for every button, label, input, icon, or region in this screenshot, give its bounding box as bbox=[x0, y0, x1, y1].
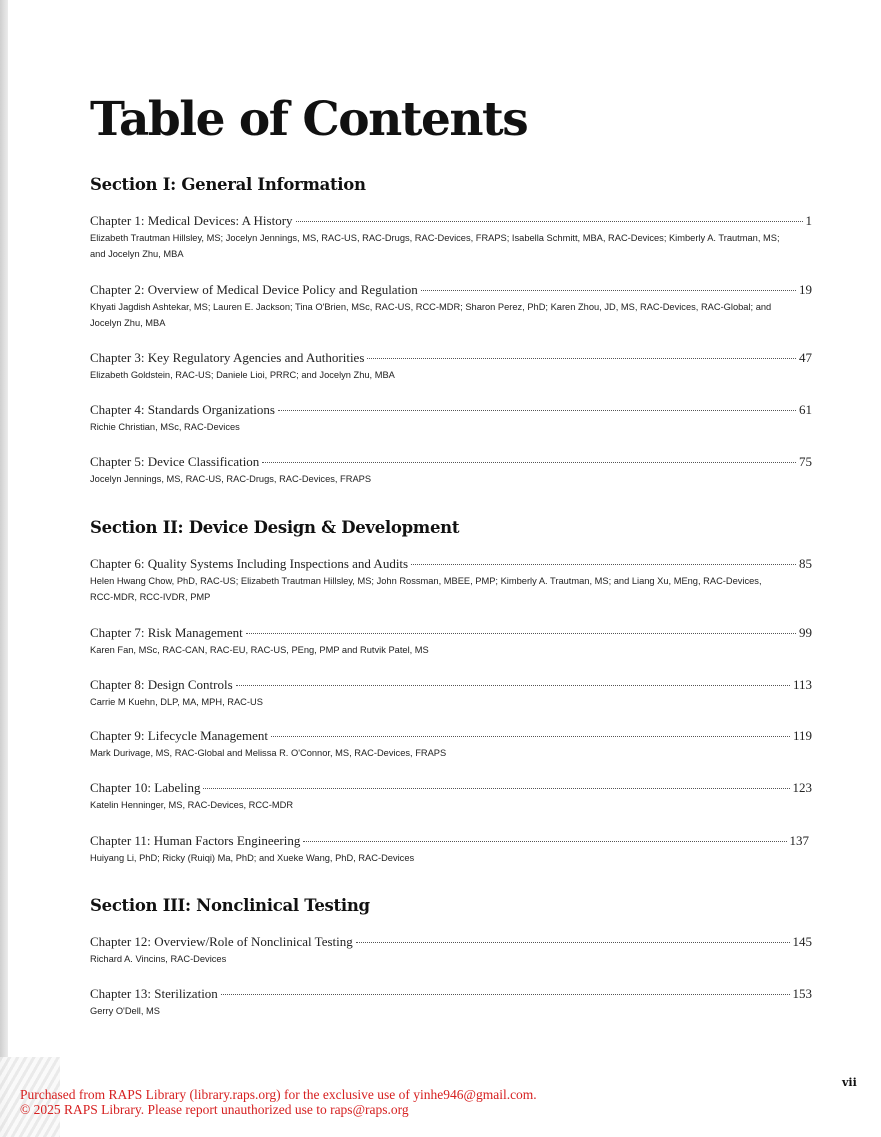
chapter-authors: Richard A. Vincins, RAC-Devices bbox=[90, 954, 227, 964]
section-heading: Section II: Device Design & Development bbox=[90, 518, 460, 537]
toc-entry[interactable] bbox=[90, 934, 812, 967]
page-number: 85 bbox=[799, 556, 812, 571]
dot-leader bbox=[367, 358, 796, 359]
page-number: 61 bbox=[799, 402, 812, 417]
chapter-title[interactable]: Chapter 10: Labeling bbox=[90, 780, 201, 795]
chapter-title[interactable]: Chapter 7: Risk Management bbox=[90, 625, 243, 640]
dot-leader bbox=[236, 685, 790, 686]
toc-entry[interactable] bbox=[90, 780, 812, 813]
chapter-authors: Khyati Jagdish Ashtekar, MS; Lauren E. Jackson; Tina O'Brien, MSc, RAC-US, RCC-MDR; Sharon Perez, PhD; Karen Zhou, JD, MS, RAC-Devices, RAC-Global; and Jocelyn Zhu, MBA bbox=[90, 302, 772, 328]
chapter-authors: Katelin Henninger, MS, RAC-Devices, RCC-MDR bbox=[90, 800, 294, 810]
dot-leader bbox=[296, 221, 803, 222]
page-number: 153 bbox=[792, 986, 812, 1001]
dot-leader bbox=[203, 788, 789, 789]
chapter-authors: Helen Hwang Chow, PhD, RAC-US; Elizabeth Trautman Hillsley, MS; John Rossman, MBEE, PMP; Kimberly A. Trautman, MS; and Liang Xu, MEng, RAC-Devices, RCC-MDR, RCC-IVDR, PMP bbox=[90, 576, 762, 602]
page-number: 19 bbox=[799, 282, 812, 297]
watermark-line: Purchased from RAPS Library (library.raps.org) for the exclusive use of yinhe946@gmail.com. bbox=[20, 1087, 537, 1102]
section-heading: Section III: Nonclinical Testing bbox=[90, 896, 370, 915]
chapter-authors: Elizabeth Trautman Hillsley, MS; Jocelyn Jennings, MS, RAC-US, RAC-Drugs, RAC-Devices, FRAPS; Isabella Schmitt, MBA, RAC-Devices; Kimberly A. Trautman, MS; and Jocelyn Zhu, MBA bbox=[90, 233, 780, 259]
toc-entry[interactable] bbox=[90, 282, 812, 331]
page-number: 75 bbox=[799, 454, 812, 469]
chapter-authors: Gerry O'Dell, MS bbox=[90, 1006, 160, 1016]
toc-entry[interactable] bbox=[90, 986, 812, 1019]
dot-leader bbox=[271, 736, 790, 737]
page-number: 47 bbox=[799, 350, 812, 365]
page-number: 119 bbox=[792, 728, 812, 743]
dot-leader bbox=[262, 462, 796, 463]
dot-leader bbox=[303, 841, 786, 842]
chapter-authors: Carrie M Kuehn, DLP, MA, MPH, RAC-US bbox=[90, 697, 263, 707]
page-number: 145 bbox=[792, 934, 812, 949]
chapter-authors: Karen Fan, MSc, RAC-CAN, RAC-EU, RAC-US, PEng, PMP and Rutvik Patel, MS bbox=[90, 645, 429, 655]
chapter-authors: Mark Durivage, MS, RAC-Global and Melissa R. O'Connor, MS, RAC-Devices, FRAPS bbox=[90, 748, 447, 758]
chapter-title[interactable]: Chapter 13: Sterilization bbox=[90, 986, 218, 1001]
toc-entry[interactable] bbox=[90, 402, 812, 435]
toc-entry[interactable] bbox=[90, 625, 812, 658]
toc-entry[interactable] bbox=[90, 556, 812, 605]
chapter-title[interactable]: Chapter 5: Device Classification bbox=[90, 454, 260, 469]
toc-entry[interactable] bbox=[90, 454, 812, 487]
section-heading: Section I: General Information bbox=[90, 175, 366, 194]
chapter-title[interactable]: Chapter 4: Standards Organizations bbox=[90, 402, 275, 417]
chapter-title[interactable]: Chapter 12: Overview/Role of Nonclinical Testing bbox=[90, 934, 353, 949]
page-number: 113 bbox=[792, 677, 812, 692]
chapter-title[interactable]: Chapter 6: Quality Systems Including Inspections and Audits bbox=[90, 556, 409, 571]
page-number: 137 bbox=[789, 833, 809, 848]
watermark-line: © 2025 RAPS Library. Please report unauthorized use to raps@raps.org bbox=[20, 1102, 409, 1117]
chapter-title[interactable]: Chapter 9: Lifecycle Management bbox=[90, 728, 268, 743]
toc-entry[interactable] bbox=[90, 833, 809, 866]
dot-leader bbox=[411, 564, 796, 565]
dot-leader bbox=[356, 942, 790, 943]
chapter-title[interactable]: Chapter 3: Key Regulatory Agencies and Authorities bbox=[90, 350, 365, 365]
dot-leader bbox=[278, 410, 796, 411]
chapter-authors: Elizabeth Goldstein, RAC-US; Daniele Lioi, PRRC; and Jocelyn Zhu, MBA bbox=[90, 370, 395, 380]
chapter-title[interactable]: Chapter 1: Medical Devices: A History bbox=[90, 213, 293, 228]
chapter-title[interactable]: Chapter 8: Design Controls bbox=[90, 677, 233, 692]
chapter-title[interactable]: Chapter 2: Overview of Medical Device Policy and Regulation bbox=[90, 282, 418, 297]
page-title: Table of Contents bbox=[90, 92, 528, 147]
dot-leader bbox=[221, 994, 790, 995]
chapter-authors: Richie Christian, MSc, RAC-Devices bbox=[90, 422, 240, 432]
toc-entry[interactable] bbox=[90, 677, 812, 710]
toc-entry[interactable] bbox=[90, 728, 812, 761]
toc-entry[interactable] bbox=[90, 350, 812, 383]
page-number: 123 bbox=[792, 780, 812, 795]
page-number: 1 bbox=[805, 213, 812, 228]
toc-entry[interactable] bbox=[90, 213, 812, 262]
page-number: 99 bbox=[799, 625, 812, 640]
document-page bbox=[8, 0, 881, 1137]
page-folio: vii bbox=[842, 1076, 857, 1089]
purchase-watermark bbox=[20, 1087, 537, 1117]
page-edge-shadow bbox=[0, 0, 8, 1137]
dot-leader bbox=[421, 290, 796, 291]
chapter-authors: Jocelyn Jennings, MS, RAC-US, RAC-Drugs, RAC-Devices, FRAPS bbox=[90, 474, 372, 484]
chapter-title[interactable]: Chapter 11: Human Factors Engineering bbox=[90, 833, 301, 848]
chapter-authors: Huiyang Li, PhD; Ricky (Ruiqi) Ma, PhD; and Xueke Wang, PhD, RAC-Devices bbox=[90, 853, 415, 863]
dot-leader bbox=[246, 633, 796, 634]
